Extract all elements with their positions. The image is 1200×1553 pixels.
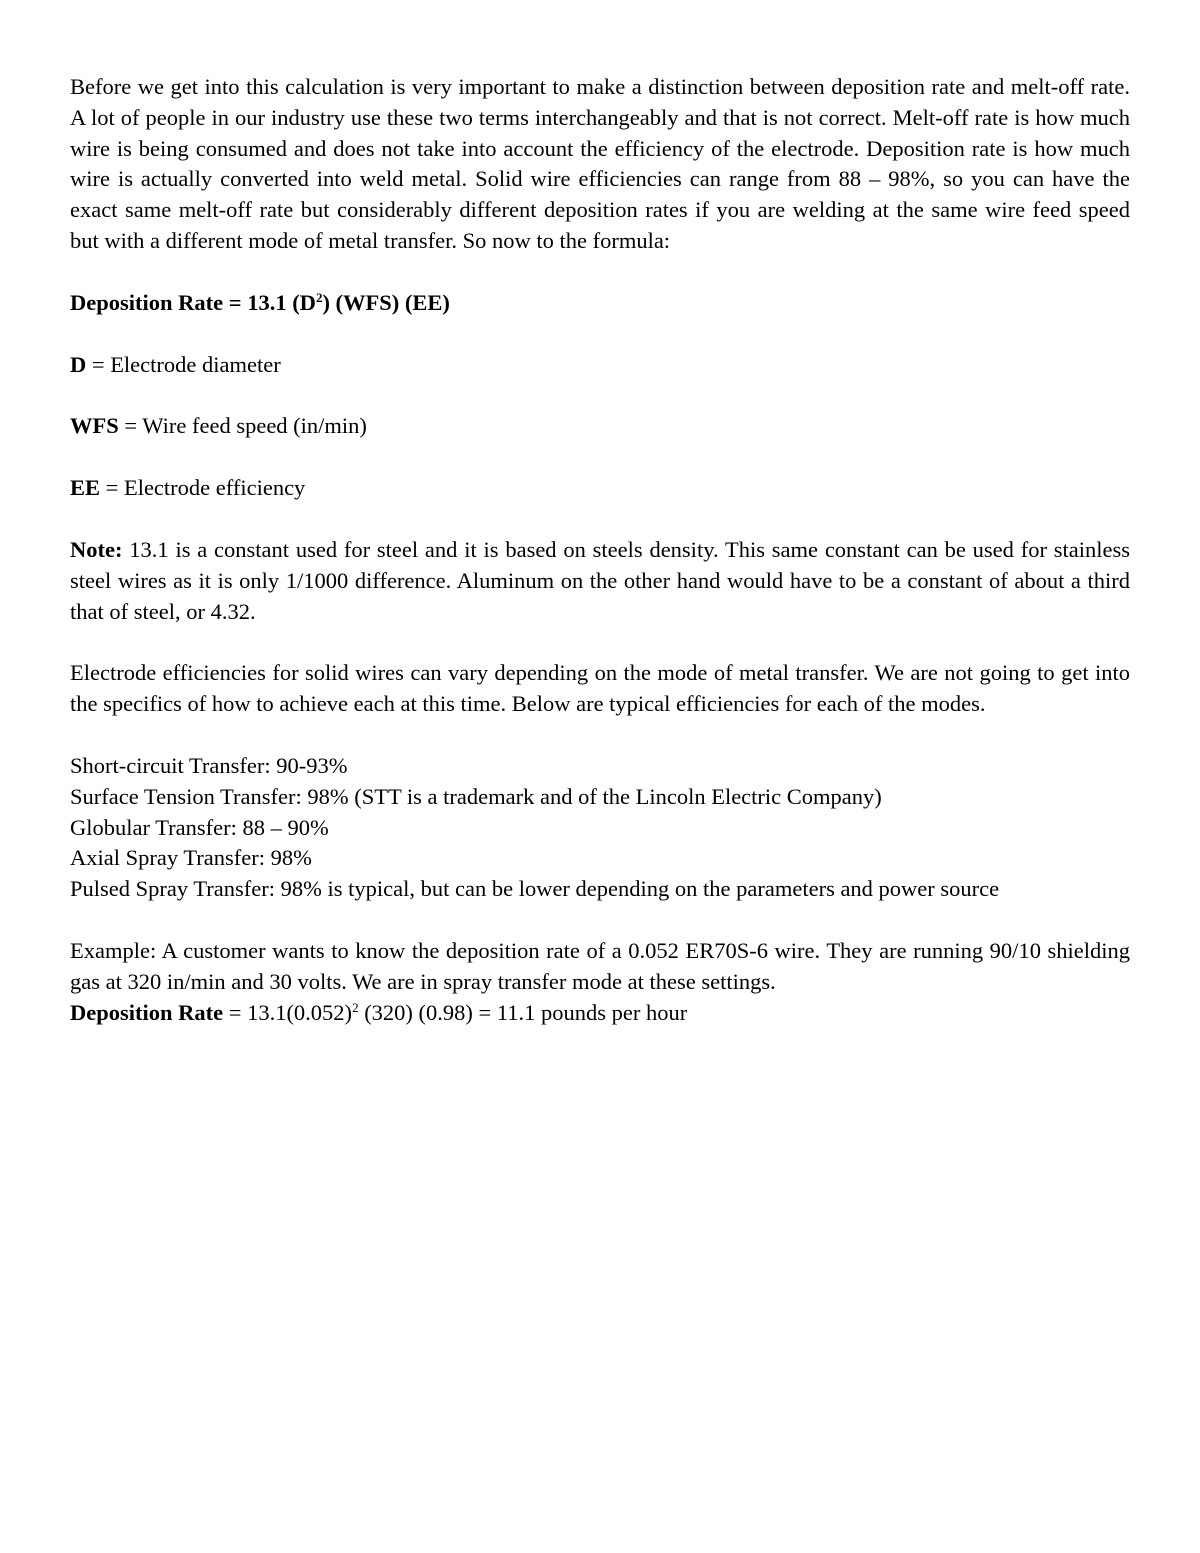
definition-diameter — [70, 350, 1130, 381]
formula-exponent: 2 — [315, 289, 323, 305]
spacer — [70, 257, 1130, 288]
formula-heading — [70, 288, 1130, 319]
definition-term: EE — [70, 475, 101, 501]
note-paragraph — [70, 535, 1130, 627]
formula-lead: Deposition Rate = 13.1 (D — [70, 289, 316, 315]
document-page — [70, 72, 1130, 1028]
definition-text: = Electrode diameter — [86, 351, 281, 377]
example-result-exponent: 2 — [352, 999, 359, 1015]
spacer — [70, 319, 1130, 350]
spacer — [70, 380, 1130, 411]
definition-term: WFS — [70, 413, 119, 439]
mode-item: Axial Spray Transfer: 98% — [70, 845, 312, 871]
note-label: Note: — [70, 536, 123, 562]
spacer — [70, 442, 1130, 473]
intro-paragraph: Before we get into this calculation is very important to make a distinction between deposition rate and melt-off rate. A lot of people in our industry use these two terms interchangeably and that is not correct. Melt-off rate is how much wire is being consumed and does not take into account the efficiency of the electrode. Deposition rate is how much wire is actually converted into weld metal. Solid wire efficiencies can range from 88 – 98%, so you can have the exact same melt-off rate but considerably different deposition rates if you are welding at the same wire feed speed but with a different mode of metal transfer. So now to the formula: — [70, 74, 1130, 253]
example-result-tail: (320) (0.98) = 11.1 pounds per hour — [358, 999, 688, 1025]
definition-text: = Electrode efficiency — [100, 475, 306, 501]
definition-ee — [70, 473, 1130, 504]
formula-tail: ) (WFS) (EE) — [322, 289, 450, 315]
example-result-label: Deposition Rate — [70, 999, 224, 1025]
definition-text: = Wire feed speed (in/min) — [118, 413, 367, 439]
spacer — [70, 504, 1130, 535]
mode-item: Globular Transfer: 88 – 90% — [70, 814, 329, 840]
efficiency-intro-paragraph: Electrode efficiencies for solid wires can vary depending on the mode of metal transfer. We are not going to get into the specifics of how to achieve each at this time. Below are typical efficiencies for each of the modes. — [70, 660, 1130, 717]
spacer — [70, 627, 1130, 658]
example-result — [70, 998, 1130, 1029]
definition-wfs — [70, 411, 1130, 442]
spacer — [70, 720, 1130, 751]
note-text: 13.1 is a constant used for steel and it is based on steels density. This same constant can be used for stainless steel wires as it is only 1/1000 difference. Aluminum on the other hand would have to be a constant of about a third that of steel, or 4.32. — [70, 536, 1130, 624]
mode-item: Pulsed Spray Transfer: 98% is typical, but can be lower depending on the parameters and power source — [70, 876, 1000, 902]
example-paragraph: Example: A customer wants to know the deposition rate of a 0.052 ER70S-6 wire. They are running 90/10 shielding gas at 320 in/min and 30 volts. We are in spray transfer mode at these settings. — [70, 937, 1130, 994]
mode-item: Short-circuit Transfer: 90-93% — [70, 752, 348, 778]
definition-term: D — [70, 351, 87, 377]
spacer — [70, 905, 1130, 936]
mode-item: Surface Tension Transfer: 98% (STT is a trademark and of the Lincoln Electric Company) — [70, 783, 882, 809]
example-result-lead: = 13.1(0.052) — [223, 999, 353, 1025]
